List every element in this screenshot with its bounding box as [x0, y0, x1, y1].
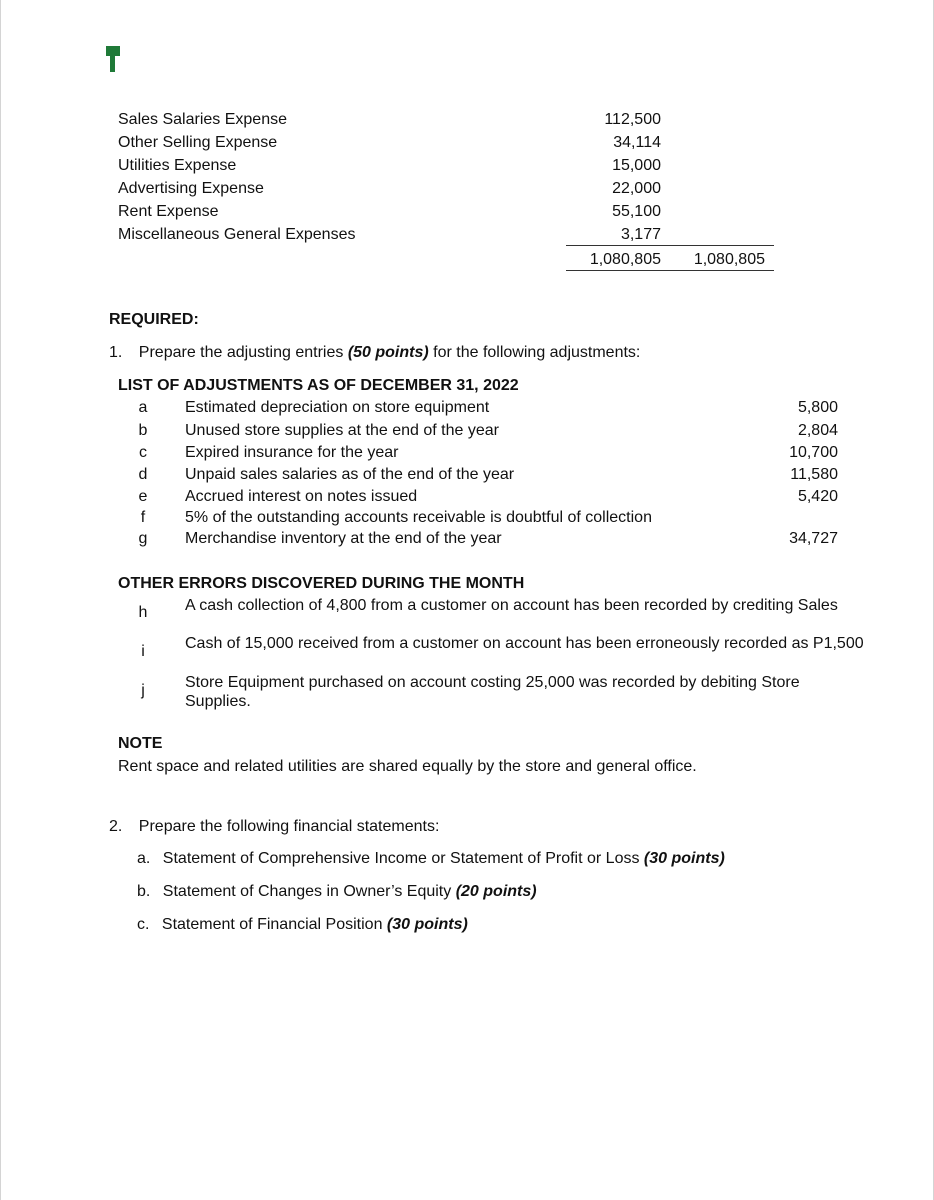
adj-desc: Expired insurance for the year — [185, 444, 399, 461]
adj-amount: 2,804 — [797, 422, 838, 439]
tb-row-debit: 55,100 — [612, 203, 661, 220]
total-credit: 1,080,805 — [693, 251, 765, 268]
adj-letter: g — [138, 530, 148, 547]
required-item-1 — [109, 344, 640, 362]
required-item-2 — [109, 818, 439, 836]
adjustments-heading: LIST OF ADJUSTMENTS AS OF DECEMBER 31, 2022 — [118, 377, 519, 394]
points: (30 points) — [643, 850, 725, 867]
item-text: for the following adjustments: — [428, 344, 641, 361]
error-letter: h — [138, 604, 148, 621]
tb-row-label: Other Selling Expense — [118, 134, 278, 151]
adj-amount: 34,727 — [789, 530, 838, 547]
tb-row-debit: 15,000 — [612, 157, 661, 174]
errors-heading: OTHER ERRORS DISCOVERED DURING THE MONTH — [118, 575, 525, 592]
statement-subitem — [137, 916, 468, 934]
error-letter: i — [141, 643, 145, 660]
tb-row-debit: 22,000 — [612, 180, 661, 197]
subitem-text: Statement of Financial Position — [161, 916, 387, 933]
statement-subitem — [137, 883, 537, 901]
item-number: 1. — [109, 344, 123, 361]
tb-row-debit: 34,114 — [613, 134, 661, 151]
error-desc: A cash collection of 4,800 from a customer on account has been recorded by crediting Sales — [185, 597, 838, 614]
total-rule-bottom — [566, 270, 774, 271]
subitem-text: Statement of Changes in Owner’s Equity — [162, 883, 456, 900]
adj-amount: 11,580 — [790, 466, 838, 483]
error-letter: j — [141, 682, 145, 699]
subitem-letter: a. — [137, 850, 151, 867]
adj-desc: Estimated depreciation on store equipment — [185, 399, 490, 416]
adj-letter: a — [138, 399, 148, 416]
note-heading: NOTE — [118, 735, 163, 752]
adj-letter: c — [139, 444, 147, 461]
adj-desc: Merchandise inventory at the end of the year — [185, 530, 502, 547]
item-text: Prepare the following financial statements: — [138, 818, 440, 835]
page-edge-left — [0, 0, 1, 1200]
adj-letter: b — [138, 422, 148, 439]
adj-amount: 5,420 — [797, 488, 838, 505]
error-desc: Store Equipment purchased on account costing 25,000 was recorded by debiting Store Supplies. — [185, 674, 800, 710]
total-rule-top — [566, 245, 774, 246]
adj-desc: Unpaid sales salaries as of the end of the year — [185, 466, 515, 483]
points: (50 points) — [347, 344, 429, 361]
points: (30 points) — [386, 916, 468, 933]
adj-letter: e — [138, 488, 148, 505]
tb-row-debit: 112,500 — [604, 111, 661, 128]
subitem-letter: c. — [137, 916, 150, 933]
adj-desc: Unused store supplies at the end of the year — [185, 422, 499, 439]
required-heading: REQUIRED: — [109, 311, 199, 328]
adj-desc: 5% of the outstanding accounts receivable is doubtful of collection — [185, 509, 652, 526]
tb-row-debit: 3,177 — [620, 226, 661, 243]
tb-row-label: Miscellaneous General Expenses — [118, 226, 356, 243]
item-number: 2. — [109, 818, 123, 835]
tb-row-label: Sales Salaries Expense — [118, 111, 287, 128]
points: (20 points) — [455, 883, 537, 900]
total-debit: 1,080,805 — [589, 251, 661, 268]
adj-letter: d — [138, 466, 148, 483]
green-pin-marker-icon — [106, 46, 120, 74]
adj-amount: 5,800 — [797, 399, 838, 416]
error-desc: Cash of 15,000 received from a customer on account has been erroneously recorded as P1,500 — [185, 635, 864, 652]
item-text: Prepare the adjusting entries — [138, 344, 348, 361]
subitem-text: Statement of Comprehensive Income or Statement of Profit or Loss — [162, 850, 644, 867]
tb-row-label: Advertising Expense — [118, 180, 264, 197]
statement-subitem — [137, 850, 725, 868]
note-text: Rent space and related utilities are shared equally by the store and general office. — [118, 758, 697, 775]
tb-row-label: Utilities Expense — [118, 157, 237, 174]
adj-letter: f — [140, 509, 146, 526]
tb-row-label: Rent Expense — [118, 203, 219, 220]
subitem-letter: b. — [137, 883, 151, 900]
adj-desc: Accrued interest on notes issued — [185, 488, 418, 505]
adj-amount: 10,700 — [789, 444, 838, 461]
